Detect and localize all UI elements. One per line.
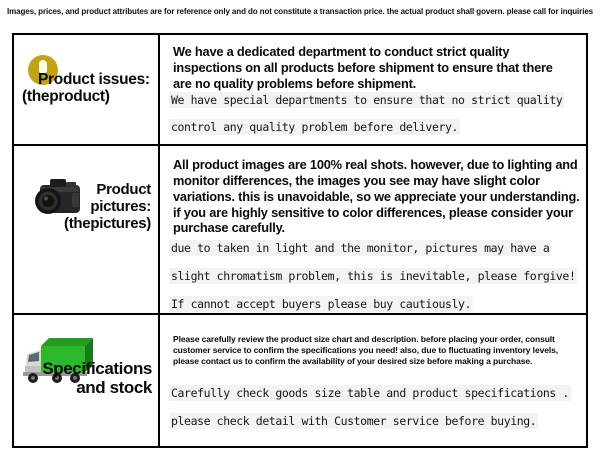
product-pictures-bold-text: All product images are 100% real shots. however, due to lighting and monitor differences, the images you see may have slight color variations. this is unavoidable, so we appreciate your understanding. if you are highly sensitive to color differences, please consider your purchase carefully.: [173, 157, 580, 236]
label-line: (theproduct): [22, 88, 110, 106]
product-pictures-mono-line: due to taken in light and the monitor, pictures may have a: [171, 241, 550, 255]
product-issues-mono-line: control any quality problem before delivery.: [171, 120, 459, 134]
top-disclaimer-text: Images, prices, and product attributes are for reference only and do not constitute a transaction price. the actual product shall govern. please call for inquiries: [6, 7, 594, 16]
specifications-label: [42, 359, 152, 397]
product-issues-label: [22, 71, 150, 106]
row-product-pictures-label-cell: [14, 146, 160, 315]
row-specifications-label-cell: [14, 315, 160, 446]
product-issues-mono-line: We have special departments to ensure that no strict quality: [171, 93, 563, 107]
product-issues-bold-text: We have a dedicated department to conduct strict quality inspections on all products before shipment to ensure that there are no quality problems before shipment.: [173, 44, 553, 91]
specifications-mono-line: Carefully check goods size table and product specifications .: [171, 386, 569, 400]
row-product-pictures-text-cell: [160, 146, 586, 315]
row-specifications-text-cell: [160, 315, 586, 446]
label-line: (thepictures): [64, 214, 151, 232]
label-line: and stock: [76, 378, 152, 398]
product-pictures-label: [64, 182, 151, 232]
label-line: Specifications: [42, 359, 152, 378]
product-pictures-mono-line: slight chromatism problem, this is inevitable, please forgive!: [171, 269, 576, 283]
label-line: Product: [96, 181, 151, 198]
specifications-mono-line: please check detail with Customer service before buying.: [171, 414, 537, 428]
label-line: Product issues:: [38, 71, 150, 88]
label-line: pictures:: [90, 197, 151, 215]
product-info-table: [12, 33, 588, 448]
specifications-bold-text: Please carefully review the product size chart and description. before placing your order, consult customer service to confirm the specifications you need! also, due to fluctuating inventory levels, please contact us to confirm the availability of your desired size before making a purchase.: [173, 334, 558, 367]
row-product-issues-text-cell: [160, 35, 586, 146]
row-product-issues-label-cell: [14, 35, 160, 146]
product-pictures-mono-line: If cannot accept buyers please buy cautiously.: [171, 297, 472, 311]
